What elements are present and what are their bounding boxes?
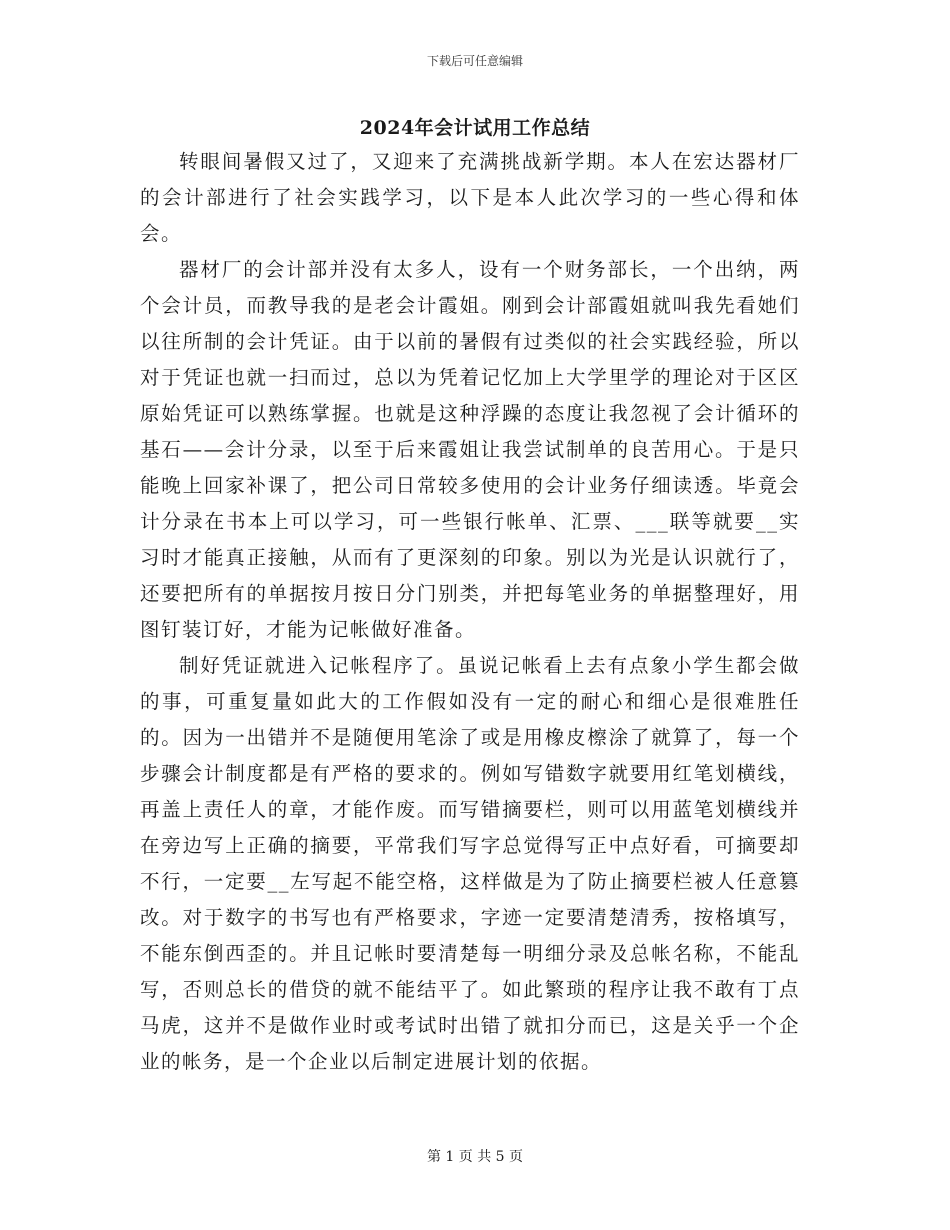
paragraph-1: 转眼间暑假又过了，又迎来了充满挑战新学期。本人在宏达器材厂的会计部进行了社会实践学习，以下是本人此次学习的一些心得和体会。	[140, 150, 800, 245]
paragraph-3: 制好凭证就进入记帐程序了。虽说记帐看上去有点象小学生都会做的事，可重复量如此大的工作假如没有一定的耐心和细心是很难胜任的。因为一出错并不是随便用笔涂了或是用橡皮檫涂了就算了，每一个步骤会计制度都是有严格的要求的。例如写错数字就要用红笔划横线，再盖上责任人的章，才能作废。而写错摘要栏，则可以用蓝笔划横线并在旁边写上正确的摘要，平常我们写字总觉得写正中点好看，可摘要却不行，一定要__左写起不能空格，这样做是为了防止摘要栏被人任意篡改。对于数字的书写也有严格要求，字迹一定要清楚清秀，按格填写，不能东倒西歪的。并且记帐时要清楚每一明细分录及总帐名称，不能乱写，否则总长的借贷的就不能结平了。如此繁琐的程序让我不敢有丁点马虎，这并不是做作业时或考试时出错了就扣分而已，这是关乎一个企业的帐务，是一个企业以后制定进展计划的依据。	[140, 654, 800, 1073]
paragraph-2: 器材厂的会计部并没有太多人，设有一个财务部长，一个出纳，两个会计员，而教导我的是老会计霞姐。刚到会计部霞姐就叫我先看她们以往所制的会计凭证。由于以前的暑假有过类似的社会实践经验，所以对于凭证也就一扫而过，总以为凭着记忆加上大学里学的理论对于区区原始凭证可以熟练掌握。也就是这种浮躁的态度让我忽视了会计循环的基石——会计分录，以至于后来霞姐让我尝试制单的良苦用心。于是只能晚上回家补课了，把公司日常较多使用的会计业务仔细读透。毕竟会计分录在书本上可以学习，可一些银行帐单、汇票、___联等就要__实习时才能真正接触，从而有了更深刻的印象。别以为光是认识就行了，还要把所有的单据按月按日分门别类，并把每笔业务的单据整理好，用图钉装订好，才能为记帐做好准备。	[140, 258, 800, 641]
document-title: 2024年会计试用工作总结	[359, 117, 591, 139]
page-header-note: 下载后可任意编辑	[426, 54, 523, 68]
page-number: 第 1 页 共 5 页	[426, 1149, 524, 1165]
document-body	[140, 144, 800, 1080]
